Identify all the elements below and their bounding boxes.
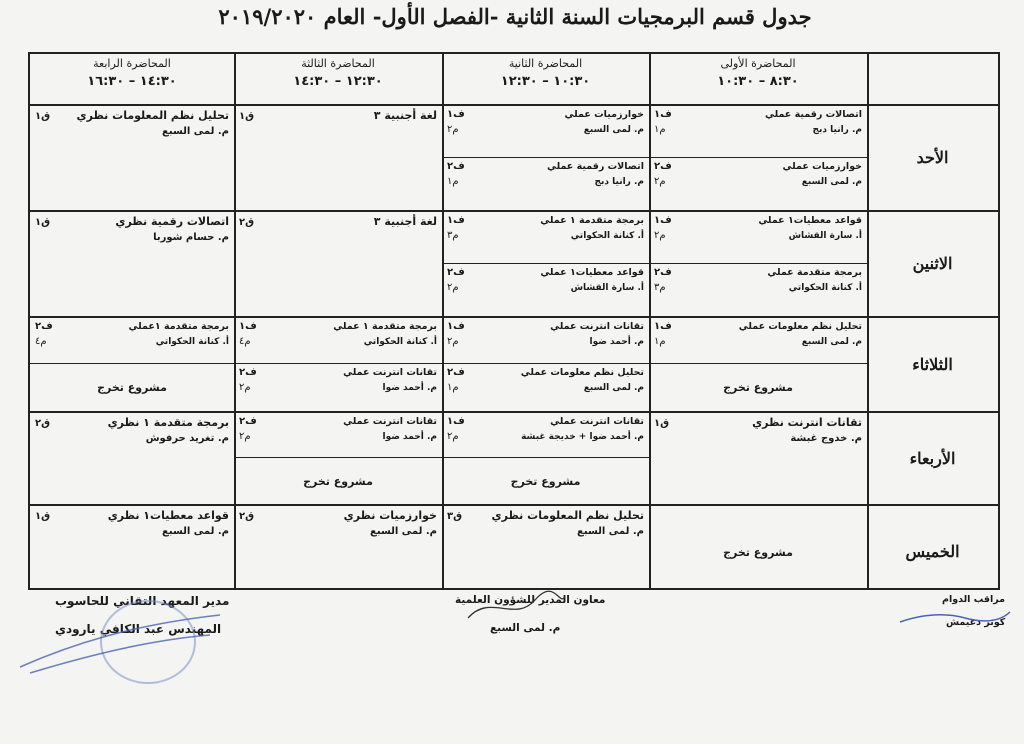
entry-line-1 — [654, 215, 862, 226]
teacher-name: م. تغريد حرفوش — [145, 433, 229, 444]
room-code: ق١ — [35, 217, 51, 228]
subject-name: اتصالات رقمية عملي — [764, 109, 862, 120]
day-name: الخميس — [905, 542, 960, 561]
teacher-name: م. لمى السبع — [583, 125, 644, 135]
schedule-entry — [234, 106, 442, 210]
entry-line-1 — [447, 267, 644, 278]
signature-right-role: مراقب الدوام — [942, 594, 1006, 605]
signature-middle-mark — [460, 588, 570, 628]
room-code: ق١ — [35, 111, 51, 122]
lecture-time: ١٢:٣٠ – ١٤:٣٠ — [293, 74, 383, 89]
hall-code: م٤ — [35, 336, 47, 347]
hall-code: م٢ — [239, 431, 251, 442]
entry-line-2 — [447, 230, 644, 241]
room-code: ق٢ — [239, 217, 255, 228]
entry-line-2 — [447, 282, 644, 293]
entry-line-1 — [447, 215, 644, 226]
subject-name: خوارزميات نظري — [343, 509, 437, 522]
entry-line-2 — [35, 433, 229, 444]
teacher-name: م. لمى السبع — [162, 126, 229, 137]
room-code: ق٢ — [239, 511, 255, 522]
hall-code: م٢ — [239, 382, 251, 393]
signature-left-role: مدير المعهد التقاني للحاسوب — [55, 594, 230, 608]
subject-name: قواعد معطيات١ عملي — [540, 267, 644, 278]
schedule-entry — [649, 364, 867, 410]
entry-line-2 — [654, 282, 862, 293]
schedule-entry — [234, 318, 442, 364]
entry-line-1 — [654, 161, 862, 172]
subject-name: لغة أجنبية ٣ — [373, 215, 437, 228]
lecture-label: المحاضرة الرابعة — [93, 57, 171, 70]
room-code: ق١ — [654, 418, 670, 429]
room-code: ف٢ — [447, 367, 465, 378]
subject-name: تحليل نظم معلومات عملي — [738, 321, 862, 332]
entry-line-1 — [239, 509, 437, 522]
room-code: ف٢ — [654, 161, 672, 172]
room-code: ق١ — [239, 111, 255, 122]
room-code: ق٢ — [35, 418, 51, 429]
entry-line-2 — [447, 431, 644, 442]
entry-line-2 — [35, 336, 229, 347]
room-code: ق١ — [35, 511, 51, 522]
lecture-header — [649, 54, 867, 104]
schedule-entry — [30, 212, 234, 316]
room-code: ف١ — [447, 321, 465, 332]
subject-name: تحليل نظم المعلومات نظري — [76, 109, 229, 122]
lecture-label: المحاضرة الثانية — [508, 57, 583, 70]
entry-line-1 — [239, 321, 437, 332]
entry-line-1 — [447, 109, 644, 120]
room-code: ف١ — [239, 321, 257, 332]
teacher-name: م. لمى السبع — [370, 526, 437, 537]
room-code: ف١ — [447, 109, 465, 120]
day-name: الاثنين — [912, 254, 953, 273]
lecture-header — [234, 54, 442, 104]
subject-name: قواعد معطيات١ عملي — [758, 215, 862, 226]
subject-name: لغة أجنبية ٣ — [373, 109, 437, 122]
entry-line-1 — [35, 416, 229, 429]
signature-left-name: المهندس عبد الكافي يارودي — [55, 622, 222, 636]
day-name: الأحد — [916, 148, 949, 167]
entry-line-2 — [239, 336, 437, 347]
schedule-entry — [234, 212, 442, 316]
room-code: ق٣ — [447, 511, 463, 522]
teacher-name: أ. كنانة الحكواتي — [155, 337, 229, 347]
entry-line-2 — [35, 526, 229, 537]
room-code: ف٢ — [239, 367, 257, 378]
room-code: ف١ — [447, 416, 465, 427]
subject-name: تقانات انترنت عملي — [343, 416, 437, 427]
schedule-entry — [30, 106, 234, 210]
schedule-entry — [649, 506, 867, 598]
graduation-project: مشروع تخرج — [303, 474, 373, 488]
teacher-name: م. لمى السبع — [801, 177, 862, 187]
entry-line-1 — [654, 416, 862, 429]
teacher-name: م. لمى السبع — [801, 337, 862, 347]
room-code: ف٢ — [35, 321, 53, 332]
entry-line-2 — [447, 124, 644, 135]
entry-line-2 — [35, 126, 229, 137]
lecture-time: ٨:٣٠ – ١٠:٣٠ — [717, 74, 799, 89]
schedule-entry — [442, 413, 649, 458]
teacher-name: م. لمى السبع — [162, 526, 229, 537]
schedule-entry — [234, 364, 442, 410]
teacher-name: م. لمى السبع — [577, 526, 644, 537]
room-code: ف٢ — [239, 416, 257, 427]
graduation-project: مشروع تخرج — [510, 474, 581, 488]
schedule-entry — [442, 506, 649, 598]
hall-code: م١ — [447, 382, 459, 393]
lecture-header — [442, 54, 649, 104]
entry-line-1 — [239, 416, 437, 427]
entry-line-1 — [35, 109, 229, 122]
schedule-entry — [30, 364, 234, 410]
entry-line-1 — [35, 215, 229, 228]
signature-middle-name: م. لمى السبع — [490, 622, 561, 634]
hall-code: م٢ — [654, 176, 666, 187]
subject-name: اتصالات رقمية نظري — [115, 215, 229, 228]
teacher-name: م. لمى السبع — [583, 383, 644, 393]
teacher-name: م. أحمد ضوا + خديجة غبشة — [521, 432, 644, 442]
entry-line-2 — [654, 176, 862, 187]
subject-name: قواعد معطيات١ نظري — [107, 509, 229, 522]
schedule-entry — [649, 158, 867, 210]
teacher-name: أ. كنانة الحكواتي — [363, 337, 437, 347]
signature-left-mark — [10, 595, 230, 685]
entry-line-1 — [447, 321, 644, 332]
signature-right-name: كوثر دغيمش — [946, 617, 1006, 628]
subject-name: اتصالات رقمية عملي — [546, 161, 644, 172]
entry-line-1 — [239, 215, 437, 228]
entry-line-2 — [654, 230, 862, 241]
entry-line-2 — [239, 526, 437, 537]
subject-name: تقانات انترنت نظري — [752, 416, 862, 429]
entry-line-1 — [447, 416, 644, 427]
entry-line-1 — [447, 367, 644, 378]
teacher-name: م. رانيا دبج — [594, 177, 644, 187]
subject-name: برمجة متقدمة ١ عملي — [333, 321, 437, 332]
lecture-header — [30, 54, 234, 104]
entry-line-1 — [35, 321, 229, 332]
entry-line-2 — [447, 176, 644, 187]
page-title: جدول قسم البرمجيات السنة الثانية -الفصل الأول- العام ٢٠١٩/٢٠٢٠ — [218, 4, 812, 29]
schedule-entry — [234, 413, 442, 458]
teacher-name: م. خدوج غبشة — [790, 433, 862, 444]
graduation-project: مشروع تخرج — [97, 381, 167, 394]
entry-line-2 — [239, 382, 437, 393]
subject-name: خوارزميات عملي — [564, 109, 644, 120]
hall-code: م٣ — [447, 230, 459, 241]
hall-code: م٢ — [447, 282, 459, 293]
graduation-project: مشروع تخرج — [723, 546, 793, 559]
teacher-name: أ. كنانة الحكواتي — [570, 231, 644, 241]
hall-code: م١ — [447, 176, 459, 187]
entry-line-2 — [447, 336, 644, 347]
teacher-name: م. رانيا دبج — [812, 125, 862, 135]
lecture-time: ١٤:٣٠ – ١٦:٣٠ — [87, 74, 177, 89]
hall-code: م٢ — [447, 124, 459, 135]
hall-code: م٤ — [239, 336, 251, 347]
schedule-entry — [442, 158, 649, 210]
hall-code: م٢ — [654, 230, 666, 241]
teacher-name: أ. سارة القشاش — [570, 283, 644, 293]
entry-line-2 — [654, 336, 862, 347]
schedule-entry — [442, 318, 649, 364]
entry-line-2 — [239, 431, 437, 442]
room-code: ف١ — [654, 215, 672, 226]
hall-code: م١ — [654, 124, 666, 135]
signature-right-mark — [895, 600, 1015, 630]
day-name: الأربعاء — [909, 448, 956, 468]
schedule-entry — [442, 458, 649, 503]
room-code: ف٢ — [447, 161, 465, 172]
schedule-entry — [30, 413, 234, 504]
subject-name: تقانات انترنت عملي — [343, 367, 437, 378]
entry-line-1 — [654, 109, 862, 120]
entry-line-1 — [447, 161, 644, 172]
schedule-entry — [649, 212, 867, 264]
entry-line-2 — [447, 526, 644, 537]
schedule-entry — [30, 318, 234, 364]
schedule-entry — [442, 106, 649, 158]
subject-name: برمجة متقدمة عملي — [767, 267, 862, 278]
signature-middle-role: معاون المدير للشؤون العلمية — [455, 594, 606, 606]
teacher-name: أ. سارة القشاش — [788, 231, 862, 241]
schedule-entry — [442, 264, 649, 316]
hall-code: م٣ — [654, 282, 666, 293]
hall-code: م١ — [654, 336, 666, 347]
room-code: ف١ — [447, 215, 465, 226]
lecture-label: المحاضرة الأولى — [720, 57, 796, 70]
hall-code: م٢ — [447, 336, 459, 347]
room-code: ف١ — [654, 321, 672, 332]
teacher-name: م. حسام شوربا — [153, 232, 229, 243]
subject-name: تقانات انترنت عملي — [550, 416, 644, 427]
schedule-entry — [234, 506, 442, 598]
schedule-entry — [442, 364, 649, 410]
teacher-name: م. أحمد ضوا — [382, 383, 437, 393]
entry-line-1 — [239, 367, 437, 378]
subject-name: برمجة متقدمة ١ نظري — [107, 416, 229, 429]
subject-name: تحليل نظم المعلومات نظري — [491, 509, 644, 522]
entry-line-1 — [654, 267, 862, 278]
schedule-entry — [649, 264, 867, 316]
schedule-entry — [30, 506, 234, 598]
room-code: ف٢ — [654, 267, 672, 278]
entry-line-2 — [654, 433, 862, 444]
room-code: ف١ — [654, 109, 672, 120]
schedule-entry — [649, 106, 867, 158]
schedule-entry — [442, 212, 649, 264]
teacher-name: م. أحمد ضوا — [589, 337, 644, 347]
subject-name: برمجة متقدمة ١ عملي — [540, 215, 644, 226]
subject-name: خوارزميات عملي — [782, 161, 862, 172]
day-name: الثلاثاء — [912, 354, 953, 374]
entry-line-1 — [447, 509, 644, 522]
schedule-table — [28, 52, 1000, 590]
lecture-time: ١٠:٣٠ – ١٢:٣٠ — [500, 74, 591, 89]
entry-line-1 — [654, 321, 862, 332]
subject-name: تقانات انترنت عملي — [550, 321, 644, 332]
teacher-name: م. أحمد ضوا — [382, 432, 437, 442]
teacher-name: أ. كنانة الحكواتي — [788, 283, 862, 293]
entry-line-2 — [35, 232, 229, 243]
lecture-label: المحاضرة الثالثة — [301, 57, 375, 70]
hall-code: م٢ — [447, 431, 459, 442]
entry-line-2 — [447, 382, 644, 393]
room-code: ف٢ — [447, 267, 465, 278]
subject-name: تحليل نظم معلومات عملي — [520, 367, 644, 378]
graduation-project: مشروع تخرج — [723, 381, 793, 394]
schedule-entry — [234, 458, 442, 503]
schedule-entry — [649, 318, 867, 364]
entry-line-2 — [654, 124, 862, 135]
subject-name: برمجة متقدمة ١عملي — [128, 321, 229, 332]
schedule-entry — [649, 413, 867, 504]
entry-line-1 — [239, 109, 437, 122]
entry-line-1 — [35, 509, 229, 522]
